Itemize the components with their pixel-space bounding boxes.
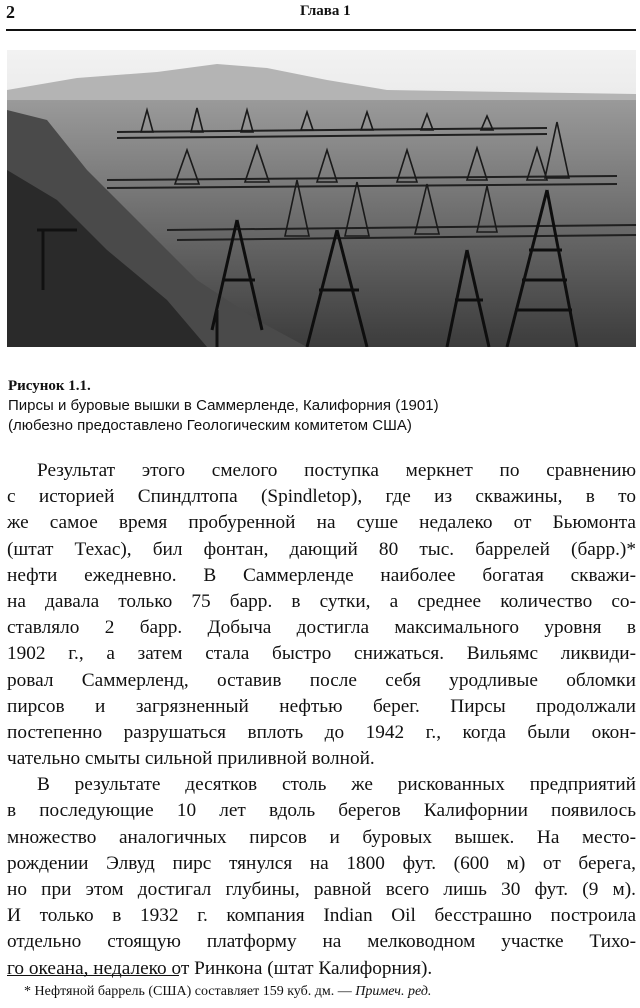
- running-header: [6, 0, 636, 30]
- text-line: ровал Саммерленд, оставив после себя уродливые обломки: [7, 669, 636, 691]
- text-line: же самое время пробуренной на суше недалеко от Бьюмонта: [7, 512, 636, 534]
- text-line: чательно смыты сильной приливной волной.: [7, 748, 375, 770]
- text-line: В результате десятков столь же рискованных предприятий: [37, 774, 636, 796]
- text-line: нефти ежедневно. В Саммерленде наиболее богатая скважи-: [7, 564, 636, 586]
- text-line: (штат Техас), бил фонтан, дающий 80 тыс. баррелей (барр.)*: [7, 538, 636, 560]
- text-line: в последующие 10 лет вдоль берегов Калифорнии появилось: [7, 800, 636, 822]
- text-line: на давала только 75 барр. в сутки, а среднее количество со-: [7, 590, 636, 612]
- body-text: [7, 458, 636, 982]
- header-rule: [6, 29, 636, 31]
- text-line: с историей Спиндлтопа (Spindletop), где из скважины, в то: [7, 486, 636, 508]
- text-line: пирсов и загрязненный нефтью берег. Пирсы продолжали: [7, 695, 636, 717]
- chapter-title: Глава 1: [300, 3, 351, 19]
- figure-photo: [7, 50, 636, 347]
- paragraph: [7, 458, 636, 772]
- text-line: 1902 г., а затем стала быстро снижаться. Вильямс ликвиди-: [7, 643, 636, 665]
- text-line: Результат этого смелого поступка меркнет по сравнению: [37, 460, 636, 481]
- text-line: но при этом достигал глубины, равной всего лишь 30 фут. (9 м).: [7, 879, 636, 900]
- text-line: постепенно разрушаться вплоть до 1942 г., когда были окон-: [7, 721, 636, 743]
- text-line: множество аналогичных пирсов и буровых вышек. На место-: [7, 826, 636, 848]
- text-line: И только в 1932 г. компания Indian Oil бесстрашно построила: [7, 905, 636, 927]
- editor-note: Примеч. ред.: [355, 984, 432, 999]
- footnote: [24, 984, 431, 1000]
- caption-line: Пирсы и буровые вышки в Саммерленде, Калифорния (1901): [8, 397, 439, 414]
- figure-label: Рисунок 1.1.: [8, 378, 91, 394]
- text-line: отдельно стоящую платформу на мелководном участке Тихо-: [7, 931, 636, 953]
- paragraph: [7, 772, 636, 982]
- page-number: 2: [6, 2, 15, 22]
- oil-derricks-photo: [7, 50, 636, 347]
- text-line: ставляло 2 барр. Добыча достигла максимального уровня в: [7, 617, 636, 639]
- text-line: го океана, недалеко от Ринкона (штат Калифорния).: [7, 957, 433, 979]
- text-line: рождении Элвуд пирс тянулся на 1800 фут. (600 м) от берега,: [7, 852, 636, 874]
- caption-line: (любезно предоставлено Геологическим комитетом США): [8, 417, 412, 434]
- footnote-text: * Нефтяной баррель (США) составляет 159 куб. дм. —: [24, 984, 356, 999]
- footnote-rule: [7, 975, 179, 976]
- figure-caption: [8, 376, 634, 436]
